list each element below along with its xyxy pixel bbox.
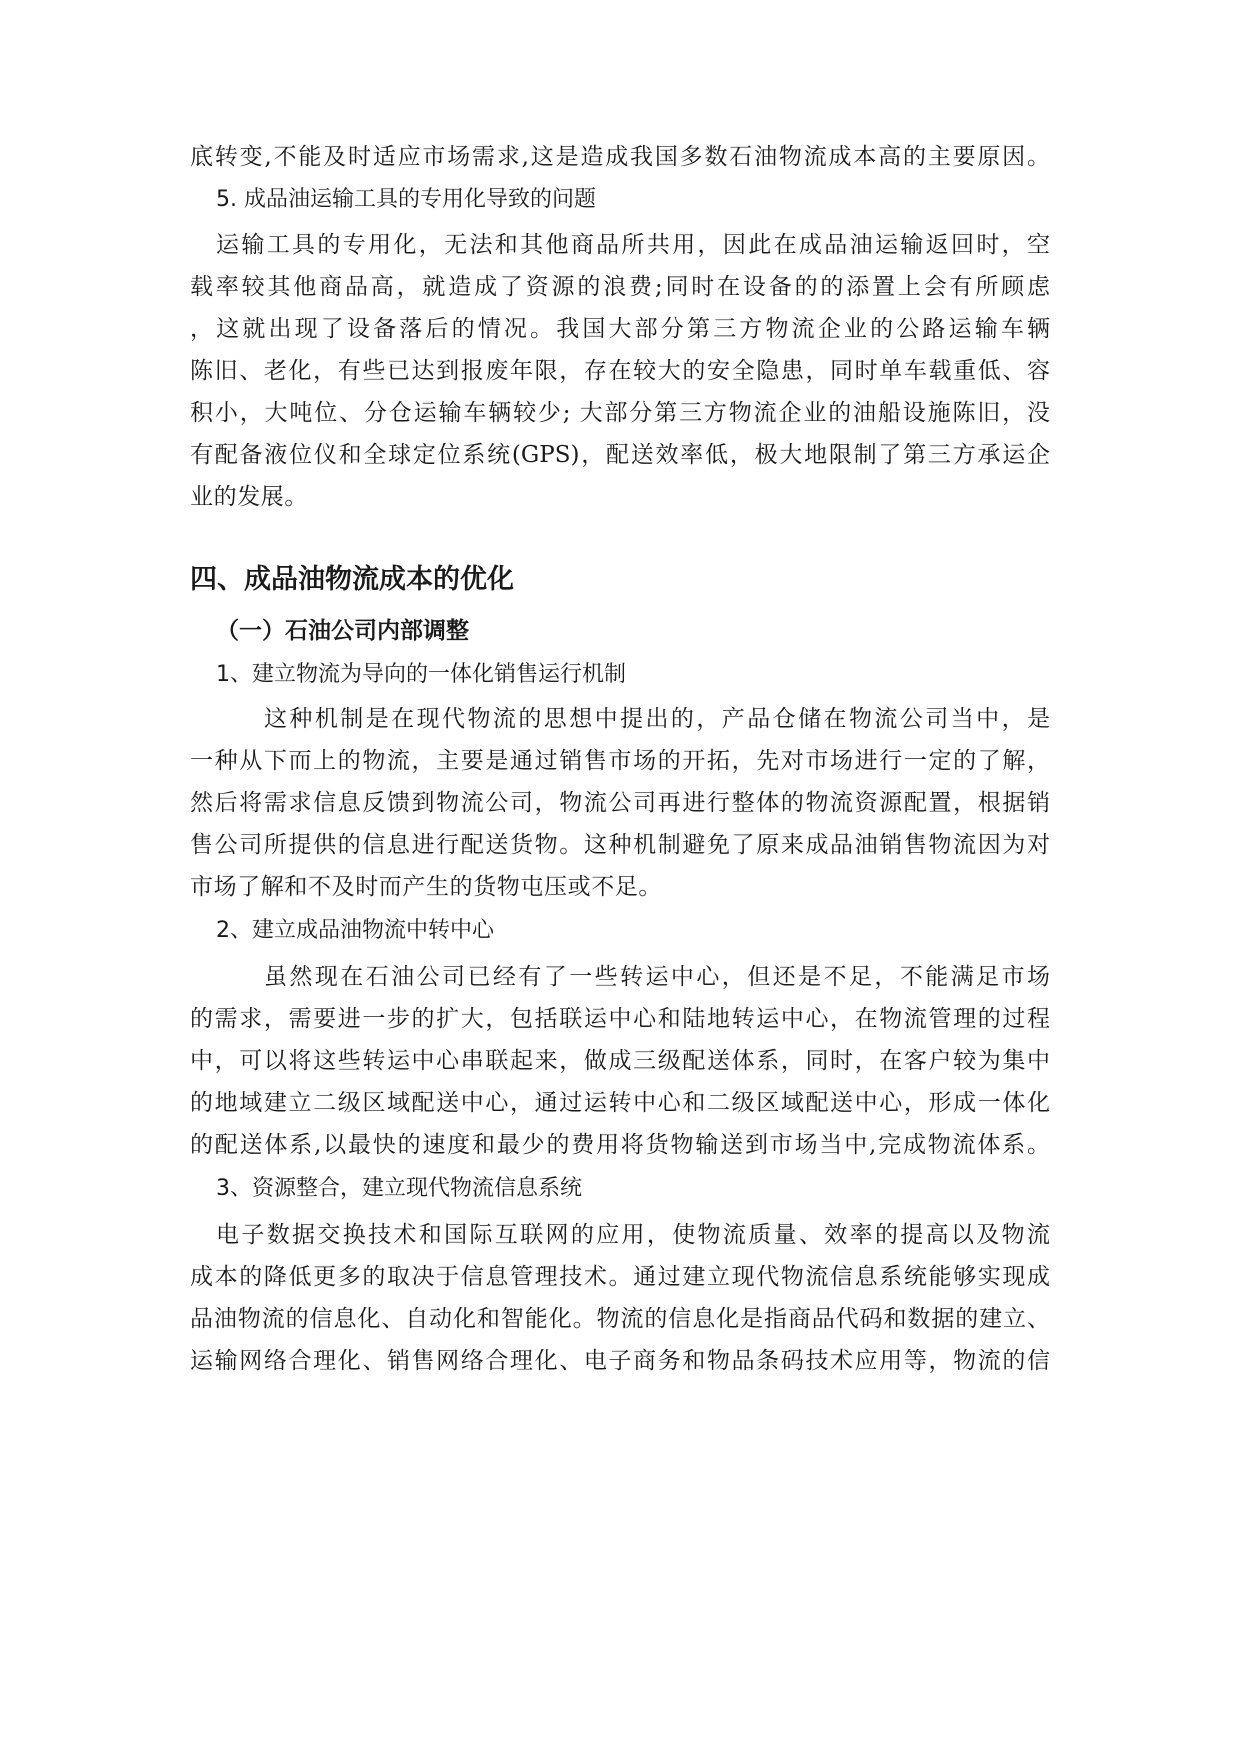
- paragraph-line: 积小，大吨位、分仓运输车辆较少; 大部分第三方物流企业的油船设施陈旧，没: [190, 400, 1050, 426]
- paragraph-line: 的需求，需要进一步的扩大，包括联运中心和陆地转运中心，在物流管理的过程: [190, 1006, 1050, 1032]
- paragraph-line: 一种从下而上的物流，主要是通过销售市场的开拓，先对市场进行一定的了解，: [190, 748, 1050, 774]
- paragraph-line: 成本的降低更多的取决于信息管理技术。通过建立现代物流信息系统能够实现成: [190, 1264, 1050, 1290]
- subsection-heading: （一）石油公司内部调整: [216, 618, 469, 644]
- paragraph-line: 载率较其他商品高，就造成了资源的浪费;同时在设备的的添置上会有所顾虑: [190, 274, 1050, 300]
- list-item-1: 1、建立物流为导向的一体化销售运行机制: [216, 662, 626, 687]
- paragraph-line: 市场了解和不及时而产生的货物屯压或不足。: [190, 874, 662, 900]
- paragraph-line: 运输工具的专用化，无法和其他商品所共用，因此在成品油运输返回时，空: [216, 232, 1050, 258]
- paragraph-line: 售公司所提供的信息进行配送货物。这种机制避免了原来成品油销售物流因为对: [190, 832, 1050, 858]
- paragraph-line: 陈旧、老化，有些已达到报废年限，存在较大的安全隐患，同时单车载重低、容: [190, 358, 1050, 384]
- paragraph-line: 虽然现在石油公司已经有了一些转运中心，但还是不足，不能满足市场: [264, 964, 1050, 990]
- paragraph-line: 品油物流的信息化、自动化和智能化。物流的信息化是指商品代码和数据的建立、: [190, 1306, 1050, 1332]
- section-heading: 四、成品油物流成本的优化: [190, 564, 514, 595]
- paragraph-line: 的配送体系,以最快的速度和最少的费用将货物输送到市场当中,完成物流体系。: [190, 1132, 1050, 1158]
- paragraph-line: 运输网络合理化、销售网络合理化、电子商务和物品条码技术应用等，物流的信: [190, 1348, 1050, 1374]
- paragraph-line: 这种机制是在现代物流的思想中提出的，产品仓储在物流公司当中，是: [264, 706, 1050, 732]
- list-item-5: 5. 成品油运输工具的专用化导致的问题: [216, 187, 596, 212]
- list-item-2: 2、建立成品油物流中转中心: [216, 918, 494, 943]
- paragraph-line: 底转变,不能及时适应市场需求,这是造成我国多数石油物流成本高的主要原因。: [190, 144, 1050, 170]
- paragraph-line: ，这就出现了设备落后的情况。我国大部分第三方物流企业的公路运输车辆: [190, 316, 1050, 342]
- paragraph-line: 电子数据交换技术和国际互联网的应用，使物流质量、效率的提高以及物流: [216, 1222, 1050, 1248]
- paragraph-line: 有配备液位仪和全球定位系统(GPS)，配送效率低，极大地限制了第三方承运企: [190, 442, 1050, 468]
- paragraph-line: 中，可以将这些转运中心串联起来，做成三级配送体系，同时，在客户较为集中: [190, 1048, 1050, 1074]
- paragraph-line: 的地域建立二级区域配送中心，通过运转中心和二级区域配送中心，形成一体化: [190, 1090, 1050, 1116]
- paragraph-line: 业的发展。: [190, 484, 308, 510]
- list-item-3: 3、资源整合，建立现代物流信息系统: [216, 1176, 582, 1201]
- paragraph-line: 然后将需求信息反馈到物流公司，物流公司再进行整体的物流资源配置，根据销: [190, 790, 1050, 816]
